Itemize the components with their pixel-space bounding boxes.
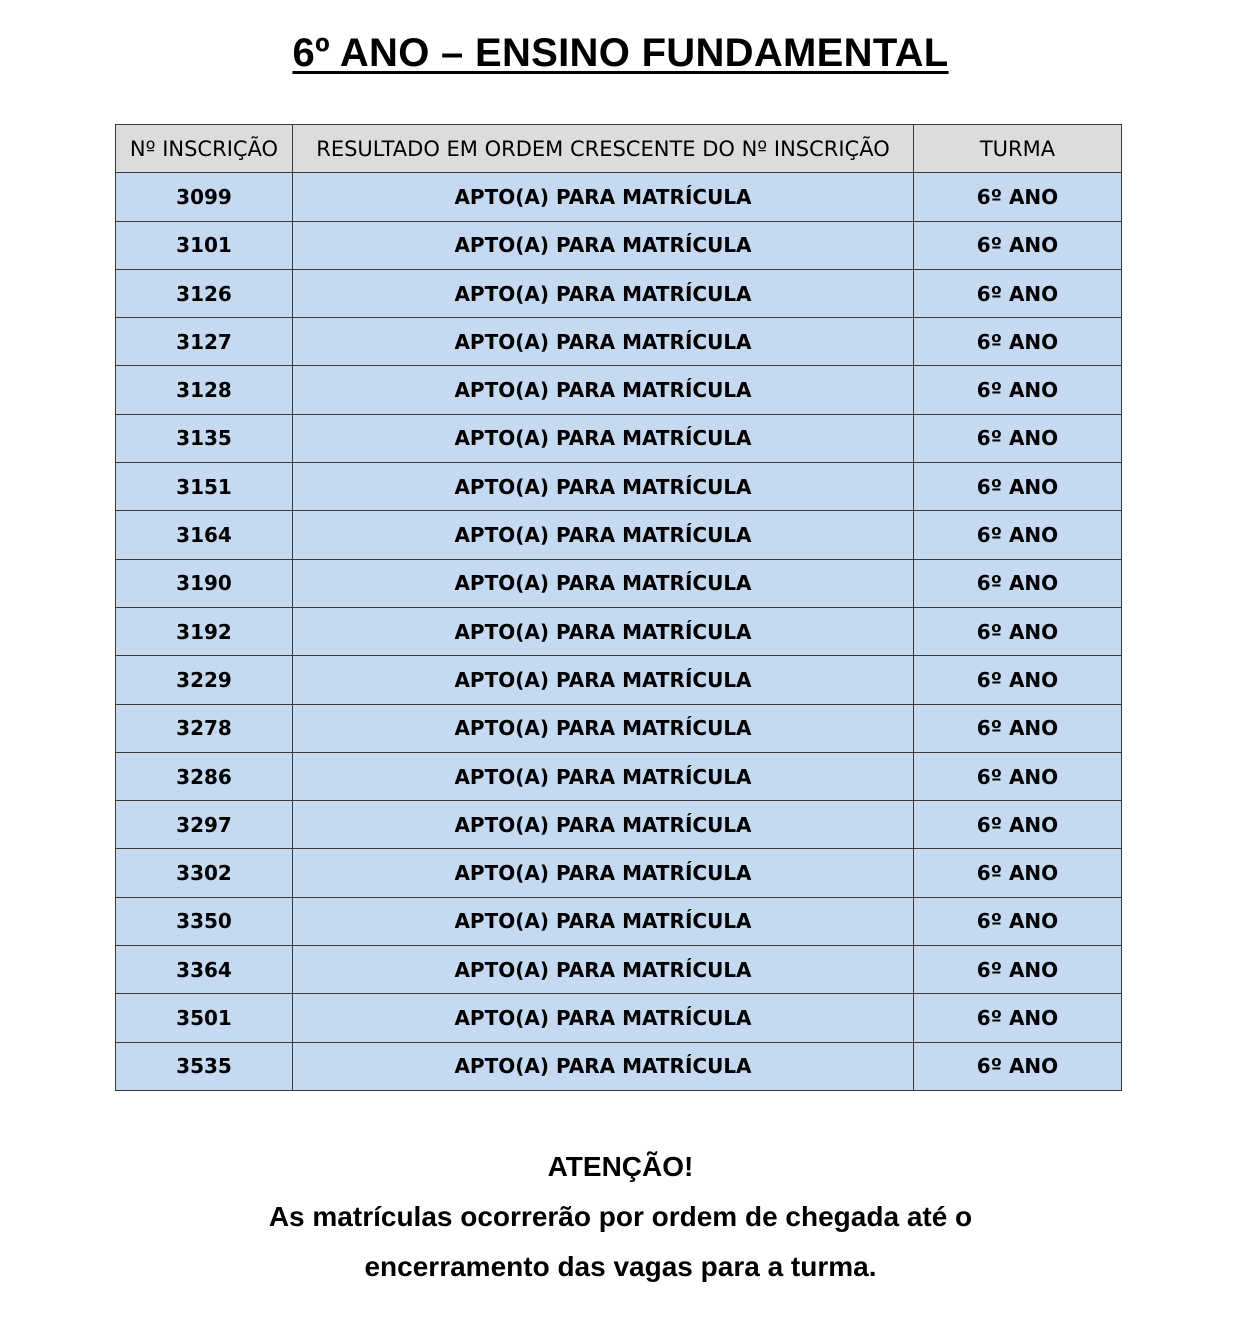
table-row — [116, 366, 1122, 414]
table-row — [116, 849, 1122, 897]
table-body — [116, 173, 1122, 1091]
cell-resultado: APTO(A) PARA MATRÍCULA — [293, 849, 914, 897]
cell-resultado: APTO(A) PARA MATRÍCULA — [293, 269, 914, 317]
table-row — [116, 414, 1122, 462]
cell-resultado: APTO(A) PARA MATRÍCULA — [293, 946, 914, 994]
cell-turma: 6º ANO — [914, 994, 1122, 1042]
cell-turma: 6º ANO — [914, 559, 1122, 607]
cell-resultado: APTO(A) PARA MATRÍCULA — [293, 173, 914, 221]
table-row — [116, 897, 1122, 945]
cell-turma: 6º ANO — [914, 607, 1122, 655]
table-row — [116, 704, 1122, 752]
notice-line-2: encerramento das vagas para a turma. — [364, 1251, 877, 1282]
cell-turma: 6º ANO — [914, 511, 1122, 559]
table-row — [116, 318, 1122, 366]
cell-resultado: APTO(A) PARA MATRÍCULA — [293, 801, 914, 849]
table-row — [116, 946, 1122, 994]
cell-resultado: APTO(A) PARA MATRÍCULA — [293, 511, 914, 559]
cell-resultado: APTO(A) PARA MATRÍCULA — [293, 1042, 914, 1090]
table-row — [116, 511, 1122, 559]
notice-title: ATENÇÃO! — [547, 1151, 694, 1182]
table-row — [116, 656, 1122, 704]
results-table — [115, 124, 1122, 1091]
page-title: 6º ANO – ENSINO FUNDAMENTAL — [292, 31, 949, 75]
cell-turma: 6º ANO — [914, 849, 1122, 897]
cell-inscricao: 3501 — [116, 994, 293, 1042]
table-row — [116, 801, 1122, 849]
cell-resultado: APTO(A) PARA MATRÍCULA — [293, 897, 914, 945]
cell-inscricao: 3126 — [116, 269, 293, 317]
cell-inscricao: 3302 — [116, 849, 293, 897]
cell-turma: 6º ANO — [914, 366, 1122, 414]
cell-inscricao: 3229 — [116, 656, 293, 704]
cell-resultado: APTO(A) PARA MATRÍCULA — [293, 704, 914, 752]
cell-inscricao: 3278 — [116, 704, 293, 752]
cell-resultado: APTO(A) PARA MATRÍCULA — [293, 366, 914, 414]
cell-inscricao: 3127 — [116, 318, 293, 366]
cell-turma: 6º ANO — [914, 801, 1122, 849]
cell-inscricao: 3364 — [116, 946, 293, 994]
cell-turma: 6º ANO — [914, 656, 1122, 704]
table-row — [116, 463, 1122, 511]
cell-resultado: APTO(A) PARA MATRÍCULA — [293, 656, 914, 704]
cell-resultado: APTO(A) PARA MATRÍCULA — [293, 318, 914, 366]
cell-inscricao: 3101 — [116, 221, 293, 269]
table-row — [116, 559, 1122, 607]
cell-resultado: APTO(A) PARA MATRÍCULA — [293, 994, 914, 1042]
cell-inscricao: 3135 — [116, 414, 293, 462]
header-resultado: RESULTADO EM ORDEM CRESCENTE DO Nº INSCRIÇÃO — [293, 125, 914, 173]
table-row — [116, 994, 1122, 1042]
header-turma: TURMA — [914, 125, 1122, 173]
cell-resultado: APTO(A) PARA MATRÍCULA — [293, 559, 914, 607]
cell-resultado: APTO(A) PARA MATRÍCULA — [293, 463, 914, 511]
cell-inscricao: 3128 — [116, 366, 293, 414]
table-row — [116, 173, 1122, 221]
table-row — [116, 269, 1122, 317]
cell-inscricao: 3190 — [116, 559, 293, 607]
cell-turma: 6º ANO — [914, 414, 1122, 462]
cell-inscricao: 3192 — [116, 607, 293, 655]
table-row — [116, 1042, 1122, 1090]
cell-turma: 6º ANO — [914, 173, 1122, 221]
cell-resultado: APTO(A) PARA MATRÍCULA — [293, 221, 914, 269]
cell-turma: 6º ANO — [914, 704, 1122, 752]
table-row — [116, 752, 1122, 800]
table-row — [116, 221, 1122, 269]
cell-inscricao: 3297 — [116, 801, 293, 849]
table-row — [116, 607, 1122, 655]
cell-turma: 6º ANO — [914, 946, 1122, 994]
cell-turma: 6º ANO — [914, 463, 1122, 511]
table-header-row — [116, 125, 1122, 173]
cell-turma: 6º ANO — [914, 752, 1122, 800]
cell-turma: 6º ANO — [914, 897, 1122, 945]
notice-line-1: As matrículas ocorrerão por ordem de chegada até o — [268, 1201, 973, 1232]
cell-inscricao: 3286 — [116, 752, 293, 800]
cell-turma: 6º ANO — [914, 269, 1122, 317]
cell-inscricao: 3099 — [116, 173, 293, 221]
cell-inscricao: 3350 — [116, 897, 293, 945]
cell-turma: 6º ANO — [914, 318, 1122, 366]
cell-resultado: APTO(A) PARA MATRÍCULA — [293, 414, 914, 462]
cell-resultado: APTO(A) PARA MATRÍCULA — [293, 607, 914, 655]
cell-resultado: APTO(A) PARA MATRÍCULA — [293, 752, 914, 800]
cell-turma: 6º ANO — [914, 221, 1122, 269]
cell-inscricao: 3535 — [116, 1042, 293, 1090]
cell-inscricao: 3164 — [116, 511, 293, 559]
header-inscricao: Nº INSCRIÇÃO — [116, 125, 293, 173]
cell-turma: 6º ANO — [914, 1042, 1122, 1090]
cell-inscricao: 3151 — [116, 463, 293, 511]
